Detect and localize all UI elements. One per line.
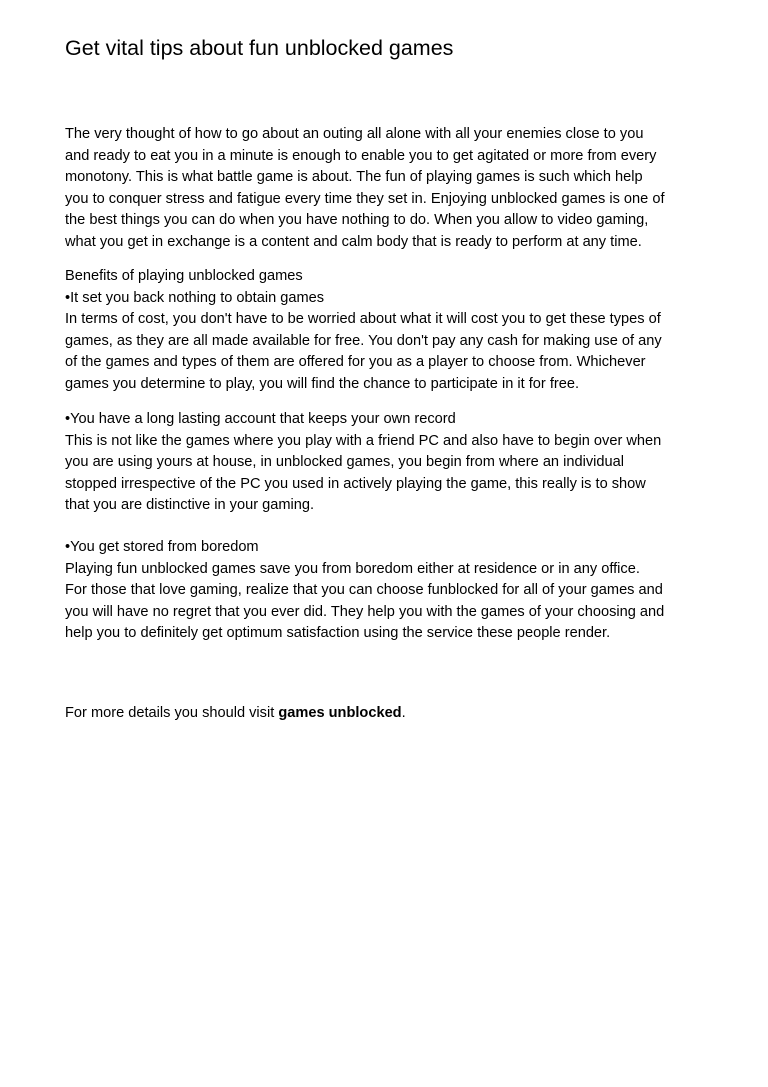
- paragraph-line: help you to definitely get optimum satisfaction using the service these people render.: [65, 625, 611, 642]
- paragraph-line: For those that love gaming, realize that you can choose funblocked for all of your games and: [65, 582, 663, 599]
- paragraph-line: of the games and types of them are offered for you as a player to choose from. Whichever: [65, 354, 646, 371]
- bullet-heading: •It set you back nothing to obtain games: [65, 289, 325, 306]
- paragraph-line: and ready to eat you in a minute is enough to enable you to get agitated or more from every: [65, 147, 657, 164]
- games-unblocked-link[interactable]: games unblocked: [278, 705, 402, 721]
- benefits-section: [65, 266, 715, 396]
- paragraph-line: monotony. This is what battle game is about. The fun of playing games is such which help: [65, 169, 643, 186]
- paragraph-line: the best things you can do when you have nothing to do. When you allow to video gaming,: [65, 212, 649, 229]
- paragraph-line: Playing fun unblocked games save you from boredom either at residence or in any office.: [65, 560, 640, 577]
- bullet-heading: •You get stored from boredom: [65, 539, 259, 555]
- bullet-heading: •You have a long lasting account that keeps your own record: [65, 411, 456, 427]
- paragraph-line: that you are distinctive in your gaming.: [65, 497, 315, 514]
- benefit-boredom-section: [65, 537, 715, 645]
- paragraph-line: you are using yours at house, in unblocked games, you begin from where an individual: [65, 454, 624, 471]
- footer-line: [65, 703, 715, 725]
- paragraph-line: you to conquer stress and fatigue every time they set in. Enjoying unblocked games is one of: [65, 190, 665, 207]
- footer-paragraph: [65, 703, 715, 725]
- paragraph-line: This is not like the games where you play with a friend PC and also have to begin over when: [65, 432, 662, 449]
- paragraph-line: you will have no regret that you ever did. They help you with the games of your choosing and: [65, 603, 665, 620]
- benefit-account-section: [65, 409, 715, 517]
- section-heading: Benefits of playing unblocked games: [65, 268, 303, 284]
- footer-suffix: .: [401, 705, 406, 721]
- paragraph-line: games, as they are all made available for free. You don't pay any cash for making use of any: [65, 332, 662, 349]
- paragraph-line: In terms of cost, you don't have to be worried about what it will cost you to get these types of: [65, 311, 661, 328]
- footer-prefix: For more details you should visit: [65, 705, 279, 721]
- paragraph-line: The very thought of how to go about an outing all alone with all your enemies close to you: [65, 126, 644, 142]
- paragraph-line: stopped irrespective of the PC you used in actively playing the game, this really is to show: [65, 475, 646, 492]
- intro-paragraph: [65, 124, 715, 254]
- paragraph-line: what you get in exchange is a content and calm body that is ready to perform at any time.: [65, 233, 642, 250]
- paragraph-line: games you determine to play, you will find the chance to participate in it for free.: [65, 375, 580, 392]
- page-title: Get vital tips about fun unblocked games: [65, 36, 454, 60]
